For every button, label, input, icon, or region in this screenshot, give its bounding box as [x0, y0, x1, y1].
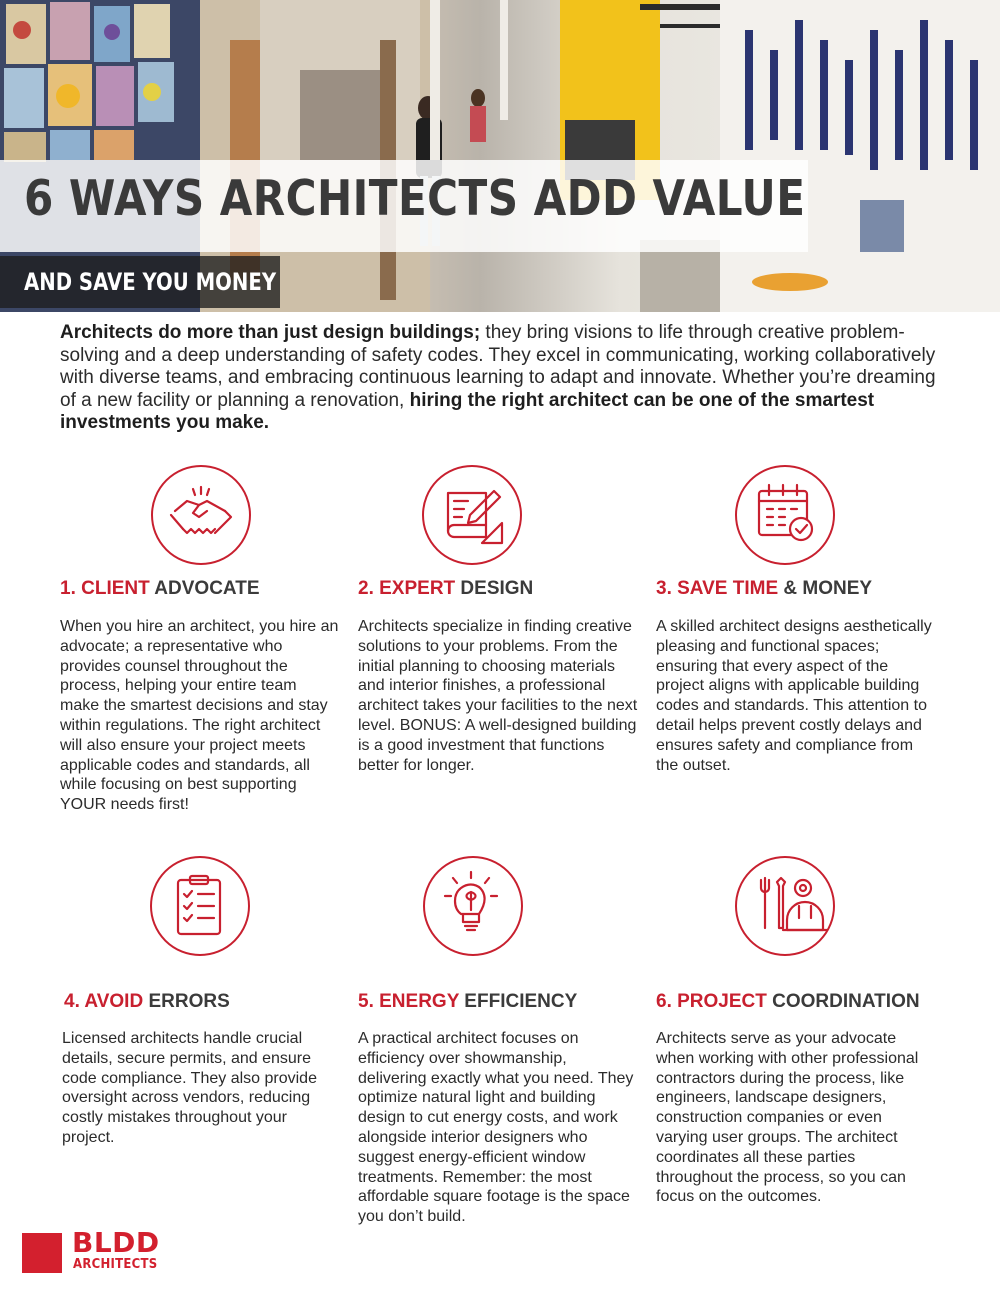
- card-body: A practical architect focuses on efficiency over showmanship, delivering exactly what you need. They optimize natural light and building design to cut energy costs, and work alongside interior designers who suggest energy-efficient window treatments. Remember: the most affordable square footage is the space you don’t build.: [358, 1030, 634, 1226]
- card-heading-rest: COORDINATION: [766, 991, 920, 1012]
- card-heading: [656, 991, 920, 1013]
- card-heading-rest: ERRORS: [143, 991, 230, 1012]
- intro-lead: Architects do more than just design buildings;: [60, 322, 481, 343]
- hero-photo: [0, 0, 1000, 312]
- intro-closing: hiring the right architect can be one of the smartest investments you make.: [60, 389, 875, 433]
- card-heading-highlight: 2. EXPERT: [358, 578, 456, 599]
- card-heading-highlight: 6. PROJECT: [656, 991, 767, 1012]
- page-subtitle: AND SAVE YOU MONEY: [24, 268, 277, 296]
- calendar-check-icon: [735, 465, 835, 565]
- card-body: Architects serve as your advocate when working with other professional contractors during the process, like engineers, landscape designers, construction companies or even varying user groups. The architect coordinates all these parties throughout the process, so you can focus on the outcomes.: [656, 1030, 919, 1206]
- intro-body: they bring visions to life through creative problem-solving and a deep understanding of safety codes. They excel in communicating, working collaboratively with diverse teams, and embracing continuous learning to adapt and innovate. Whether you’re dreaming of a new facility or planning a renovation,: [60, 322, 936, 411]
- card-body: A skilled architect designs aesthetically pleasing and functional spaces; ensuring that every aspect of the project aligns with applicable building codes and standards. This attention to detail helps prevent costly delays and ensures safety and compliance from the outset.: [656, 618, 932, 774]
- page-title: 6 WAYS ARCHITECTS ADD VALUE: [24, 170, 806, 227]
- logo-subtitle: ARCHITECTS: [73, 1257, 158, 1272]
- card-heading-highlight: 5. ENERGY: [358, 991, 460, 1012]
- card-heading: [60, 578, 260, 600]
- card-heading-rest: EFFICIENCY: [459, 991, 578, 1012]
- card-heading-rest: & MONEY: [778, 578, 873, 599]
- card-heading: [358, 578, 533, 600]
- card-body: When you hire an architect, you hire an advocate; a representative who provides counsel throughout the process, helping your entire team make the smartest decisions and stay within regulations. The right architect will also ensure your project meets applicable codes and standards, all while focusing on best supporting YOUR needs first!: [60, 618, 339, 814]
- clipboard-checklist-icon: [150, 856, 250, 956]
- card-heading-highlight: 4. AVOID: [64, 991, 144, 1012]
- tools-hardhat-icon: [735, 856, 835, 956]
- card-heading-rest: ADVOCATE: [149, 578, 260, 599]
- intro-paragraph: [60, 322, 940, 435]
- card-heading-highlight: 1. CLIENT: [60, 578, 150, 599]
- logo-name: BLDD: [72, 1226, 160, 1259]
- card-heading: [656, 578, 872, 600]
- card-heading-highlight: 3. SAVE TIME: [656, 578, 779, 599]
- lightbulb-leaf-icon: [423, 856, 523, 956]
- card-heading: [64, 991, 230, 1013]
- handshake-icon: [151, 465, 251, 565]
- logo-square-icon: [22, 1233, 62, 1273]
- card-body: Licensed architects handle crucial details, secure permits, and ensure code compliance. They also provide oversight across vendors, reducing costly mistakes throughout your project.: [62, 1030, 317, 1146]
- blueprint-pencil-icon: [422, 465, 522, 565]
- card-heading: [358, 991, 577, 1013]
- card-body: Architects specialize in finding creative solutions to your problems. From the initial planning to choosing materials and interior finishes, a professional architect takes your facilities to the next level. BONUS: A well-designed building is a good investment that functions better for longer.: [358, 618, 638, 774]
- card-heading-rest: DESIGN: [455, 578, 534, 599]
